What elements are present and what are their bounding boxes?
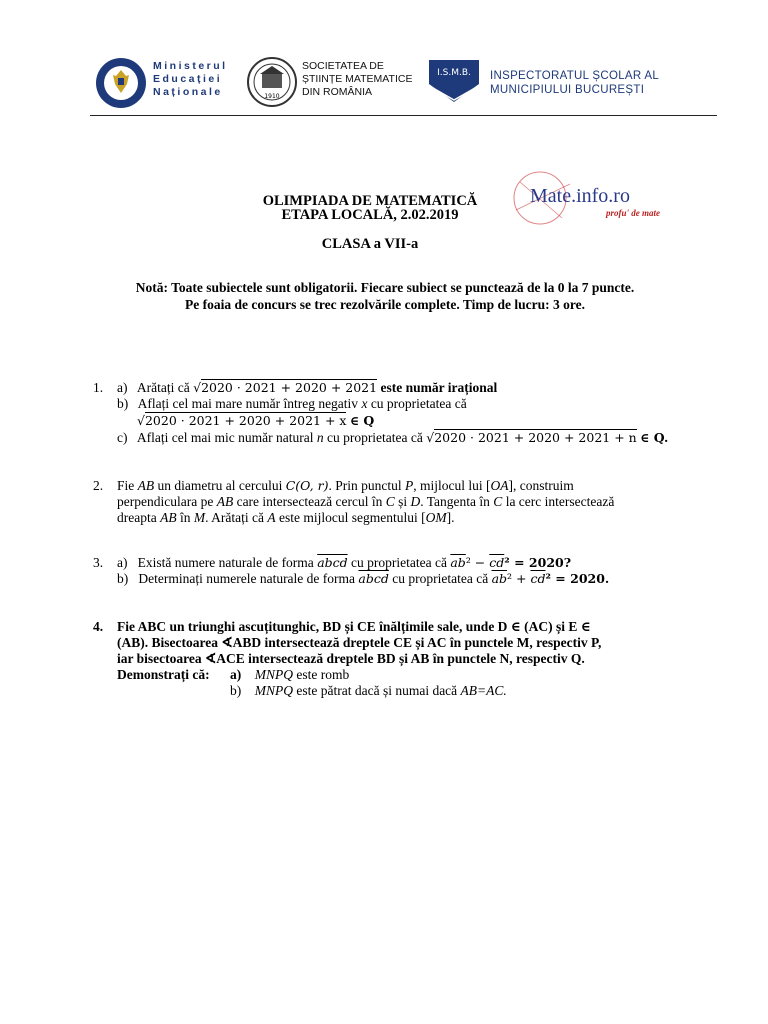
text: dreapta bbox=[117, 510, 161, 525]
variable: OA bbox=[490, 478, 509, 493]
variable: MNPQ bbox=[254, 667, 293, 682]
problem-4-line1: Fie ABC un triunghi ascuțitunghic, BD și CE înălțimile sale, unde D ∈ (AC) și E ∈ bbox=[117, 619, 591, 634]
problem-3b bbox=[117, 571, 609, 587]
item-text: cu proprietatea că bbox=[392, 571, 489, 586]
ministry-name bbox=[153, 60, 228, 99]
item-text: Arătați că bbox=[136, 380, 190, 395]
problem-4a bbox=[230, 667, 349, 683]
text: și bbox=[394, 494, 411, 509]
problem-4-number: 4. bbox=[93, 619, 104, 634]
problem-1-number: 1. bbox=[93, 380, 104, 395]
problem-1b-expression: √2020 · 2021 + 2020 + 2021 + x ∈ Q bbox=[137, 413, 375, 428]
grade-title: CLASA a VII-a bbox=[321, 236, 419, 252]
ssm-line: DIN ROMÂNIA bbox=[302, 86, 373, 98]
problem-2-line2 bbox=[117, 494, 614, 510]
ssm-seal-icon bbox=[247, 56, 297, 108]
problem-1a: a) Arătați că √2020 · 2021 + 2020 + 2021 este număr irațional bbox=[117, 380, 498, 395]
item-text: este pătrat dacă și numai dacă bbox=[296, 683, 458, 698]
text: . Prin punctul bbox=[328, 478, 405, 493]
item-text: cu proprietatea că bbox=[351, 555, 447, 570]
math-tail: ∈ Q bbox=[349, 413, 375, 428]
variable: AB bbox=[137, 478, 155, 493]
mateinfo-logo bbox=[510, 170, 670, 234]
problem-3-number: 3. bbox=[93, 555, 104, 570]
problem-4-prompt: Demonstrați că: bbox=[117, 667, 210, 682]
variable: x bbox=[361, 396, 368, 411]
item-text: Aflați cel mai mare număr întreg negativ bbox=[137, 396, 359, 411]
item-text: Determinați numerele naturale de forma bbox=[138, 571, 356, 586]
ismb-logo-icon bbox=[427, 58, 481, 104]
variable: M bbox=[193, 510, 206, 525]
variable: C(O, r) bbox=[285, 478, 329, 493]
olympiad-title: OLIMPIADA DE MATEMATICĂ bbox=[262, 193, 478, 209]
ismb-line: INSPECTORATUL ȘCOLAR AL bbox=[490, 70, 660, 82]
ismb-line: MUNICIPIULUI BUCUREȘTI bbox=[490, 84, 645, 96]
ssm-name bbox=[302, 60, 412, 99]
number-form: abcd bbox=[317, 555, 348, 570]
item-label: a) bbox=[230, 667, 242, 682]
problem-1c: c) Aflați cel mai mic număr natural n cu proprietatea că √2020 · 2021 + 2020 + 2021 + n ∈ Q. bbox=[117, 430, 669, 445]
problem-4-line2: (AB). Bisectoarea ∢ABD intersectează dreptele CE și AC în punctele M, respectiv P, bbox=[117, 635, 602, 650]
problem-4b bbox=[230, 683, 507, 699]
math-tail: ∈ Q. bbox=[640, 430, 669, 445]
problem-2-number: 2. bbox=[93, 478, 104, 493]
variable: C bbox=[493, 494, 503, 509]
variable: AB bbox=[216, 494, 234, 509]
variable: MNPQ bbox=[254, 683, 293, 698]
text: perpendiculara pe bbox=[117, 494, 217, 509]
mateinfo-brand: Mate.info.ro bbox=[530, 185, 630, 207]
text: . Arătați că bbox=[205, 510, 268, 525]
radical-expression: 2020 · 2021 + 2020 + 2021 + x bbox=[144, 413, 347, 428]
ssm-year: 1910 bbox=[264, 93, 280, 100]
number-form: abcd bbox=[358, 571, 389, 586]
mateinfo-tagline: profu' de mate bbox=[606, 208, 660, 218]
number-form: $\overline{ab}$ bbox=[491, 571, 508, 586]
item-label: a) bbox=[117, 380, 128, 395]
variable: C bbox=[385, 494, 395, 509]
text: un diametru al cercului bbox=[154, 478, 286, 493]
header-divider bbox=[90, 115, 717, 116]
number-form: $\overline{ab}$ bbox=[450, 555, 466, 570]
item-label: a) bbox=[117, 555, 128, 570]
variable: AB=AC. bbox=[460, 683, 507, 698]
problem-4-line3: iar bisectoarea ∢ACE intersectează dreptele BD și AB în punctele N, respectiv Q. bbox=[117, 651, 585, 666]
item-text: cu proprietatea că bbox=[326, 430, 423, 445]
item-label: b) bbox=[230, 683, 242, 698]
variable: A bbox=[267, 510, 276, 525]
item-text: Aflați cel mai mic număr natural bbox=[136, 430, 314, 445]
operator: ² − bbox=[465, 555, 490, 570]
text: ]. bbox=[446, 510, 455, 525]
note-line: Pe foaia de concurs se trec rezolvările complete. Timp de lucru: 3 ore. bbox=[185, 297, 585, 312]
math-tail: ² = 2020? bbox=[504, 555, 572, 570]
ssm-line: ȘTIINȚE MATEMATICE bbox=[302, 73, 413, 85]
text: în bbox=[176, 510, 194, 525]
problem-3a bbox=[117, 555, 571, 571]
stage-date: ETAPA LOCALĂ, 2.02.2019 bbox=[281, 207, 459, 223]
text: . Tangenta în bbox=[420, 494, 494, 509]
variable: P bbox=[404, 478, 414, 493]
item-label: b) bbox=[117, 571, 129, 586]
text: este mijlocul segmentului [ bbox=[275, 510, 426, 525]
variable: AB bbox=[160, 510, 177, 525]
problem-2-line3 bbox=[117, 510, 454, 526]
ismb-abbr: I.S.M.B. bbox=[437, 68, 471, 78]
number-form: $\overline{cd}$ bbox=[530, 571, 546, 586]
ministry-line: Naționale bbox=[153, 86, 223, 98]
math-tail: ² = 2020. bbox=[545, 571, 610, 586]
item-label: c) bbox=[117, 430, 128, 445]
text: ], construim bbox=[508, 478, 574, 493]
item-text: este romb bbox=[296, 667, 350, 682]
variable: OM bbox=[425, 510, 447, 525]
problem-2-line1 bbox=[117, 478, 574, 494]
radical-expression: 2020 · 2021 + 2020 + 2021 + n bbox=[434, 430, 637, 445]
ismb-name bbox=[490, 69, 659, 97]
item-label: b) bbox=[117, 396, 129, 411]
romanian-government-seal-icon bbox=[95, 57, 147, 109]
ssm-line: SOCIETATEA DE bbox=[302, 60, 384, 72]
item-text: este număr irațional bbox=[380, 380, 498, 395]
ministry-line: Ministerul bbox=[153, 60, 228, 72]
text: , mijlocul lui [ bbox=[413, 478, 491, 493]
text: Fie bbox=[117, 478, 138, 493]
operator: ² + bbox=[507, 571, 531, 586]
item-text: Există numere naturale de forma bbox=[137, 555, 314, 570]
note-line: Notă: Toate subiectele sunt obligatorii. Fiecare subiect se punctează de la 0 la 7 puncte. bbox=[135, 280, 635, 295]
problem-1b bbox=[117, 396, 467, 412]
text: care intersectează cercul în bbox=[233, 494, 386, 509]
text: la cerc intersectează bbox=[502, 494, 615, 509]
item-text: cu proprietatea că bbox=[370, 396, 467, 411]
variable: n bbox=[316, 430, 324, 445]
number-form: $\overline{cd}$ bbox=[489, 555, 505, 570]
variable: D bbox=[410, 494, 421, 509]
ministry-line: Educației bbox=[153, 73, 223, 85]
radical-expression: 2020 · 2021 + 2020 + 2021 bbox=[201, 380, 378, 395]
